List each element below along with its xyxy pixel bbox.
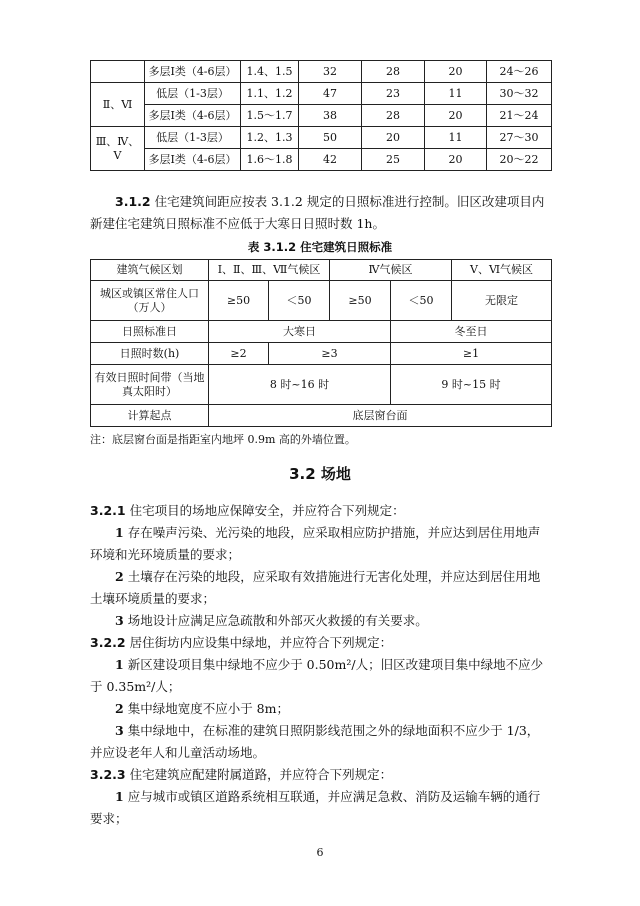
table-row <box>91 260 552 281</box>
table-cell: 1.6～1.8 <box>241 149 299 171</box>
spacing-table <box>90 60 552 171</box>
sunlight-standard-table <box>90 259 552 427</box>
item-number: 3 <box>115 723 124 738</box>
list-item <box>90 786 550 830</box>
clause-3-2-2 <box>90 632 550 654</box>
table-cell <box>91 61 145 83</box>
table-row <box>91 83 552 105</box>
clause-text: 住宅项目的场地应保障安全，并应符合下列规定： <box>129 503 405 518</box>
table-cell: 多层Ⅰ类（4-6层） <box>145 149 241 171</box>
table-cell: ≥1 <box>391 343 552 365</box>
item-number: 1 <box>115 789 124 804</box>
table-cell: 28 <box>362 105 425 127</box>
clause-text: 住宅建筑间距应按表 3.1.2 规定的日照标准进行控制。旧区改建项目内新建住宅建筑日照标准不应低于大寒日日照时数 1h。 <box>90 194 545 231</box>
list-item <box>90 522 550 566</box>
table-cell: 1.5～1.7 <box>241 105 299 127</box>
table-cell: 11 <box>425 83 487 105</box>
item-text: 集中绿地中，在标准的建筑日照阴影线范围之外的绿地面积不应少于 1/3，并应设老年人和儿童活动场地。 <box>90 723 540 760</box>
table-cell: 1.1、1.2 <box>241 83 299 105</box>
item-number: 2 <box>115 701 124 716</box>
table-row <box>91 105 552 127</box>
table-row <box>91 281 552 321</box>
item-text: 集中绿地宽度不应小于 8m； <box>127 701 289 716</box>
clause-number: 3.2.3 <box>90 767 126 782</box>
table-cell: 9 时~15 时 <box>391 365 552 405</box>
table-cell: 32 <box>299 61 362 83</box>
row-header: 日照标准日 <box>91 321 209 343</box>
table-cell: 23 <box>362 83 425 105</box>
row-header: 城区或镇区常住人口（万人） <box>91 281 209 321</box>
table-cell: 38 <box>299 105 362 127</box>
clause-text: 住宅建筑应配建附属道路，并应符合下列规定： <box>129 767 393 782</box>
clause-number: 3.2.2 <box>90 635 126 650</box>
table-cell: 冬至日 <box>391 321 552 343</box>
table-cell: 20 <box>362 127 425 149</box>
table-cell: ≥3 <box>269 343 391 365</box>
clause-3-2-1 <box>90 500 550 522</box>
table-cell: ≥50 <box>209 281 269 321</box>
table-cell: Ⅰ、Ⅱ、Ⅲ、Ⅶ气候区 <box>209 260 330 281</box>
table-cell: 25 <box>362 149 425 171</box>
item-number: 1 <box>115 525 124 540</box>
table-cell: 20 <box>425 105 487 127</box>
table-cell: ≥2 <box>209 343 269 365</box>
item-number: 3 <box>115 613 124 628</box>
table-row <box>91 61 552 83</box>
table-cell: 多层Ⅰ类（4-6层） <box>145 105 241 127</box>
clause-3-1-2 <box>90 191 550 235</box>
table-cell: 1.2、1.3 <box>241 127 299 149</box>
table-row <box>91 321 552 343</box>
table-row <box>91 127 552 149</box>
list-item <box>90 566 550 610</box>
clause-number: 3.1.2 <box>115 194 151 209</box>
table-row <box>91 149 552 171</box>
table-cell: 30～32 <box>487 83 552 105</box>
row-header: 建筑气候区划 <box>91 260 209 281</box>
clause-text: 居住街坊内应设集中绿地，并应符合下列规定： <box>129 635 393 650</box>
table-row <box>91 343 552 365</box>
table-cell: 20 <box>425 61 487 83</box>
item-text: 存在噪声污染、光污染的地段，应采取相应防护措施，并应达到居住用地声环境和光环境质量的要求； <box>90 525 541 562</box>
table-cell: 21～24 <box>487 105 552 127</box>
table-cell: 27～30 <box>487 127 552 149</box>
table-caption: 表 3.1.2 住宅建筑日照标准 <box>247 240 393 254</box>
page-number: 6 <box>316 846 324 859</box>
table-cell: 42 <box>299 149 362 171</box>
item-number: 1 <box>115 657 124 672</box>
table-cell: 20 <box>425 149 487 171</box>
list-item <box>90 610 550 632</box>
item-text: 场地设计应满足应急疏散和外部灭火救援的有关要求。 <box>127 613 428 628</box>
table-cell: 20～22 <box>487 149 552 171</box>
list-item <box>90 654 550 698</box>
table-cell: ＜50 <box>269 281 330 321</box>
table-cell: Ⅳ气候区 <box>330 260 452 281</box>
table-cell: 底层窗台面 <box>209 405 552 427</box>
table-cell: 50 <box>299 127 362 149</box>
clause-number: 3.2.1 <box>90 503 126 518</box>
table-note: 注：底层窗台面是指距室内地坪 0.9m 高的外墙位置。 <box>90 433 356 446</box>
table-cell: 多层Ⅰ类（4-6层） <box>145 61 241 83</box>
table-cell: ＜50 <box>391 281 452 321</box>
table-cell: Ⅴ、Ⅵ气候区 <box>452 260 552 281</box>
table-cell: 低层（1-3层） <box>145 127 241 149</box>
table-cell: 大寒日 <box>209 321 391 343</box>
item-text: 新区建设项目集中绿地不应少于 0.50m²/人；旧区改建项目集中绿地不应少于 0.35m²/人； <box>90 657 544 694</box>
row-header: 日照时数(h) <box>91 343 209 365</box>
table-cell: ≥50 <box>330 281 391 321</box>
table-cell: Ⅱ、Ⅵ <box>91 83 145 127</box>
table-row <box>91 365 552 405</box>
table-cell: 1.4、1.5 <box>241 61 299 83</box>
table-cell: 无限定 <box>452 281 552 321</box>
table-cell: 11 <box>425 127 487 149</box>
table-cell: 8 时~16 时 <box>209 365 391 405</box>
table-cell: 47 <box>299 83 362 105</box>
table-cell: 低层（1-3层） <box>145 83 241 105</box>
item-text: 土壤存在污染的地段，应采取有效措施进行无害化处理，并应达到居住用地土壤环境质量的要求； <box>90 569 541 606</box>
table-cell: Ⅲ、Ⅳ、Ⅴ <box>91 127 145 171</box>
item-number: 2 <box>115 569 124 584</box>
list-item <box>90 698 550 720</box>
row-header: 计算起点 <box>91 405 209 427</box>
row-header: 有效日照时间带（当地真太阳时） <box>91 365 209 405</box>
table-row <box>91 405 552 427</box>
section-title: 3.2 场地 <box>289 465 351 483</box>
list-item <box>90 720 550 764</box>
clause-3-2-3 <box>90 764 550 786</box>
item-text: 应与城市或镇区道路系统相互联通，并应满足急救、消防及运输车辆的通行要求； <box>90 789 541 826</box>
table-cell: 24～26 <box>487 61 552 83</box>
table-cell: 28 <box>362 61 425 83</box>
